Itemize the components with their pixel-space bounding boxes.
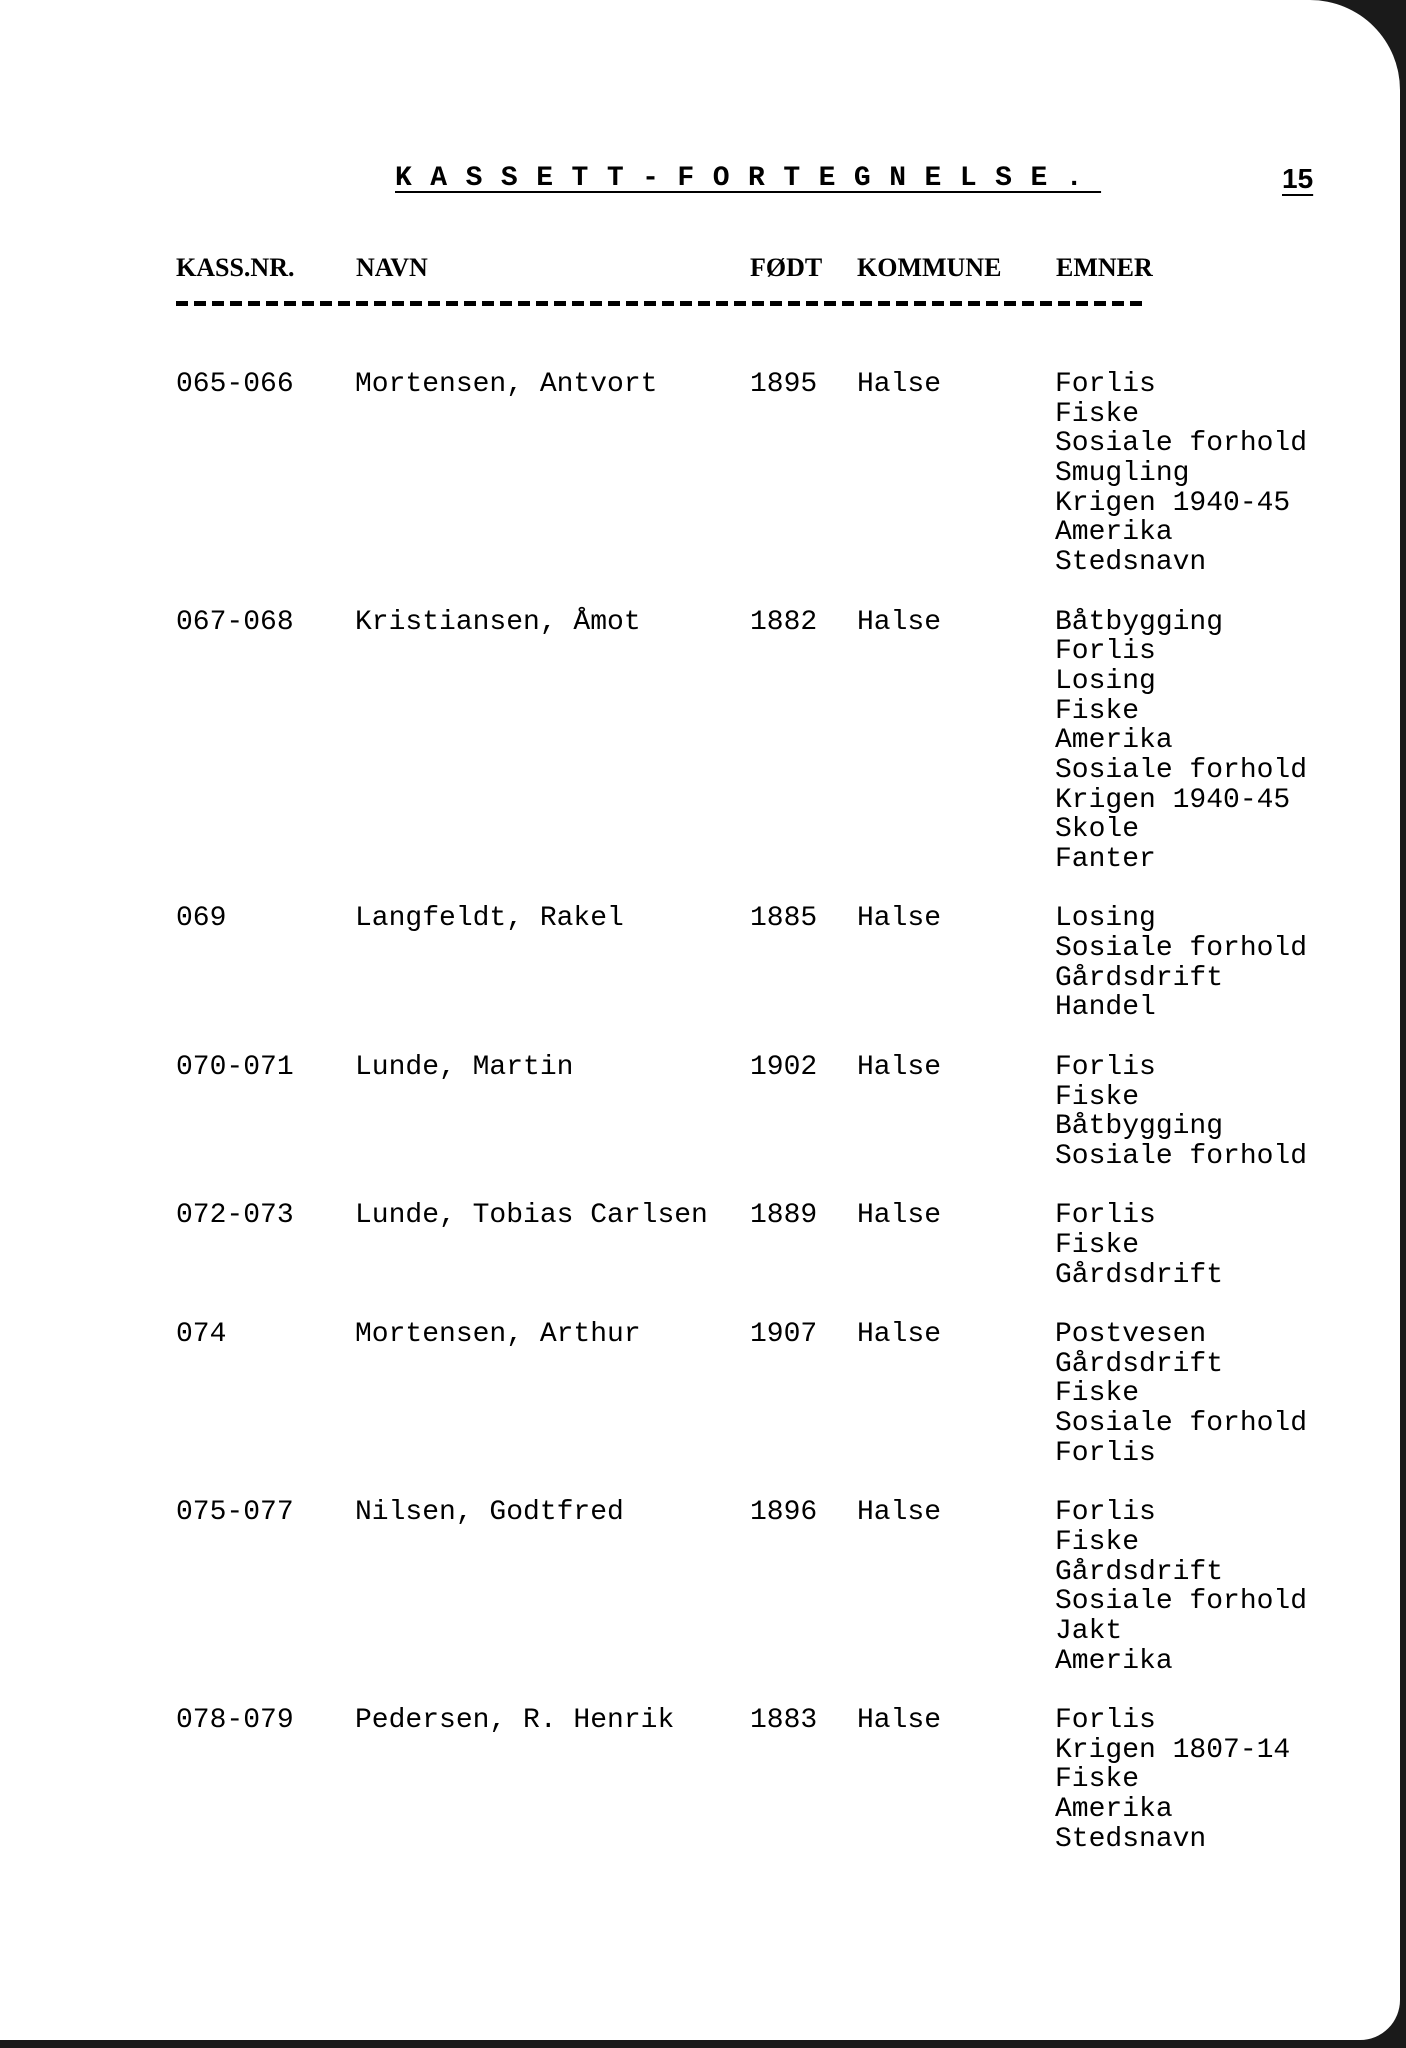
column-header-fodt: FØDT xyxy=(750,253,823,282)
kommune-cell: Halse xyxy=(857,1497,942,1529)
emner-cell xyxy=(1055,1201,1400,1290)
kommune-cell: Halse xyxy=(857,606,942,638)
topic-item: Amerika xyxy=(1055,1645,1173,1677)
topic-item: Jakt xyxy=(1055,1615,1123,1647)
topic-item: Fanter xyxy=(1055,844,1156,875)
emner-cell xyxy=(1055,1498,1400,1676)
topic-item: Losing xyxy=(1055,665,1156,697)
kass-nr-cell: 078-079 xyxy=(176,1704,294,1736)
topic-item: Forlis xyxy=(1055,1200,1156,1232)
kommune-cell: Halse xyxy=(857,1051,942,1083)
topic-item: Forlis xyxy=(1055,1497,1156,1529)
topic-item: Krigen 1940-45 xyxy=(1055,784,1291,816)
topic-item: Båtbygging xyxy=(1055,606,1224,638)
column-header-navn: NAVN xyxy=(356,253,428,282)
emner-cell xyxy=(1055,370,1400,578)
topic-item: Stedsnavn xyxy=(1055,1823,1207,1855)
topic-item: Fiske xyxy=(1055,1378,1140,1410)
table-row xyxy=(0,1706,1400,1854)
kommune-cell: Halse xyxy=(857,903,942,935)
fodt-cell: 1883 xyxy=(750,1704,818,1736)
topic-item: Amerika xyxy=(1055,725,1173,757)
kass-nr-cell: 074 xyxy=(176,1319,227,1350)
topic-item: Fiske xyxy=(1055,398,1140,430)
topic-item: Losing xyxy=(1055,903,1156,935)
topic-item: Krigen 1940-45 xyxy=(1055,487,1291,519)
topic-item: Postvesen xyxy=(1055,1319,1207,1350)
topic-item: Sosiale forhold xyxy=(1055,1140,1308,1172)
table-row xyxy=(0,904,1400,1023)
navn-cell: Langfeldt, Rakel xyxy=(355,903,624,935)
topic-item: Forlis xyxy=(1055,1051,1156,1083)
emner-cell xyxy=(1055,608,1400,875)
kass-nr-cell: 069 xyxy=(176,903,227,935)
topic-item: Handel xyxy=(1055,992,1156,1024)
topic-item: Skole xyxy=(1055,814,1140,846)
topic-item: Gårdsdrift xyxy=(1055,962,1224,994)
navn-cell: Lunde, Tobias Carlsen xyxy=(355,1200,708,1232)
page-title: KASSETT-FORTEGNELSE. xyxy=(395,163,1102,194)
kommune-cell: Halse xyxy=(857,1704,942,1736)
emner-cell xyxy=(1055,1320,1400,1468)
topic-item: Stedsnavn xyxy=(1055,547,1207,579)
fodt-cell: 1889 xyxy=(750,1200,818,1232)
table-row xyxy=(0,1201,1400,1290)
navn-cell: Lunde, Martin xyxy=(355,1051,574,1083)
topic-item: Sosiale forhold xyxy=(1055,754,1308,786)
kommune-cell: Halse xyxy=(857,369,942,400)
topic-item: Forlis xyxy=(1055,1704,1156,1736)
page-number: 15 xyxy=(1282,163,1314,194)
topic-item: Smugling xyxy=(1055,458,1190,490)
topic-item: Sosiale forhold xyxy=(1055,428,1308,460)
emner-cell xyxy=(1055,904,1400,1023)
emner-cell xyxy=(1055,1706,1400,1854)
topic-item: Gårdsdrift xyxy=(1055,1556,1224,1588)
topic-item: Amerika xyxy=(1055,1794,1173,1825)
topic-item: Forlis xyxy=(1055,636,1156,668)
topic-item: Forlis xyxy=(1055,369,1156,400)
topic-item: Sosiale forhold xyxy=(1055,933,1308,965)
fodt-cell: 1895 xyxy=(750,369,818,400)
topic-item: Sosiale forhold xyxy=(1055,1586,1308,1618)
fodt-cell: 1907 xyxy=(750,1319,818,1350)
entries-list xyxy=(0,370,1400,1854)
topic-item: Sosiale forhold xyxy=(1055,1408,1308,1440)
fodt-cell: 1902 xyxy=(750,1051,818,1083)
kass-nr-cell: 072-073 xyxy=(176,1200,294,1232)
column-header-kommune: KOMMUNE xyxy=(857,253,1002,282)
navn-cell: Kristiansen, Åmot xyxy=(355,606,641,638)
topic-item: Båtbygging xyxy=(1055,1111,1224,1143)
column-header-emner: EMNER xyxy=(1056,253,1153,282)
navn-cell: Pedersen, R. Henrik xyxy=(355,1704,675,1736)
navn-cell: Mortensen, Antvort xyxy=(355,369,658,400)
topic-item: Fiske xyxy=(1055,1764,1140,1796)
table-row xyxy=(0,1053,1400,1172)
topic-item: Fiske xyxy=(1055,695,1140,727)
topic-item: Fiske xyxy=(1055,1081,1140,1113)
table-row xyxy=(0,1320,1400,1468)
table-row xyxy=(0,608,1400,875)
kommune-cell: Halse xyxy=(857,1319,942,1350)
topic-item: Fiske xyxy=(1055,1229,1140,1261)
kass-nr-cell: 067-068 xyxy=(176,606,294,638)
navn-cell: Mortensen, Arthur xyxy=(355,1319,641,1350)
navn-cell: Nilsen, Godtfred xyxy=(355,1497,624,1529)
kommune-cell: Halse xyxy=(857,1200,942,1232)
topic-item: Amerika xyxy=(1055,517,1173,549)
table-row xyxy=(0,1498,1400,1676)
fodt-cell: 1885 xyxy=(750,903,818,935)
table-row xyxy=(0,370,1400,578)
kass-nr-cell: 075-077 xyxy=(176,1497,294,1529)
topic-item: Gårdsdrift xyxy=(1055,1348,1224,1380)
fodt-cell: 1882 xyxy=(750,606,818,638)
topic-item: Gårdsdrift xyxy=(1055,1259,1224,1291)
topic-item: Fiske xyxy=(1055,1526,1140,1558)
kass-nr-cell: 065-066 xyxy=(176,369,294,400)
topic-item: Forlis xyxy=(1055,1437,1156,1469)
column-header-kass-nr: KASS.NR. xyxy=(176,253,295,282)
emner-cell xyxy=(1055,1053,1400,1172)
fodt-cell: 1896 xyxy=(750,1497,818,1529)
topic-item: Krigen 1807-14 xyxy=(1055,1734,1291,1766)
kass-nr-cell: 070-071 xyxy=(176,1051,294,1083)
header-dashed-rule xyxy=(176,301,1142,306)
